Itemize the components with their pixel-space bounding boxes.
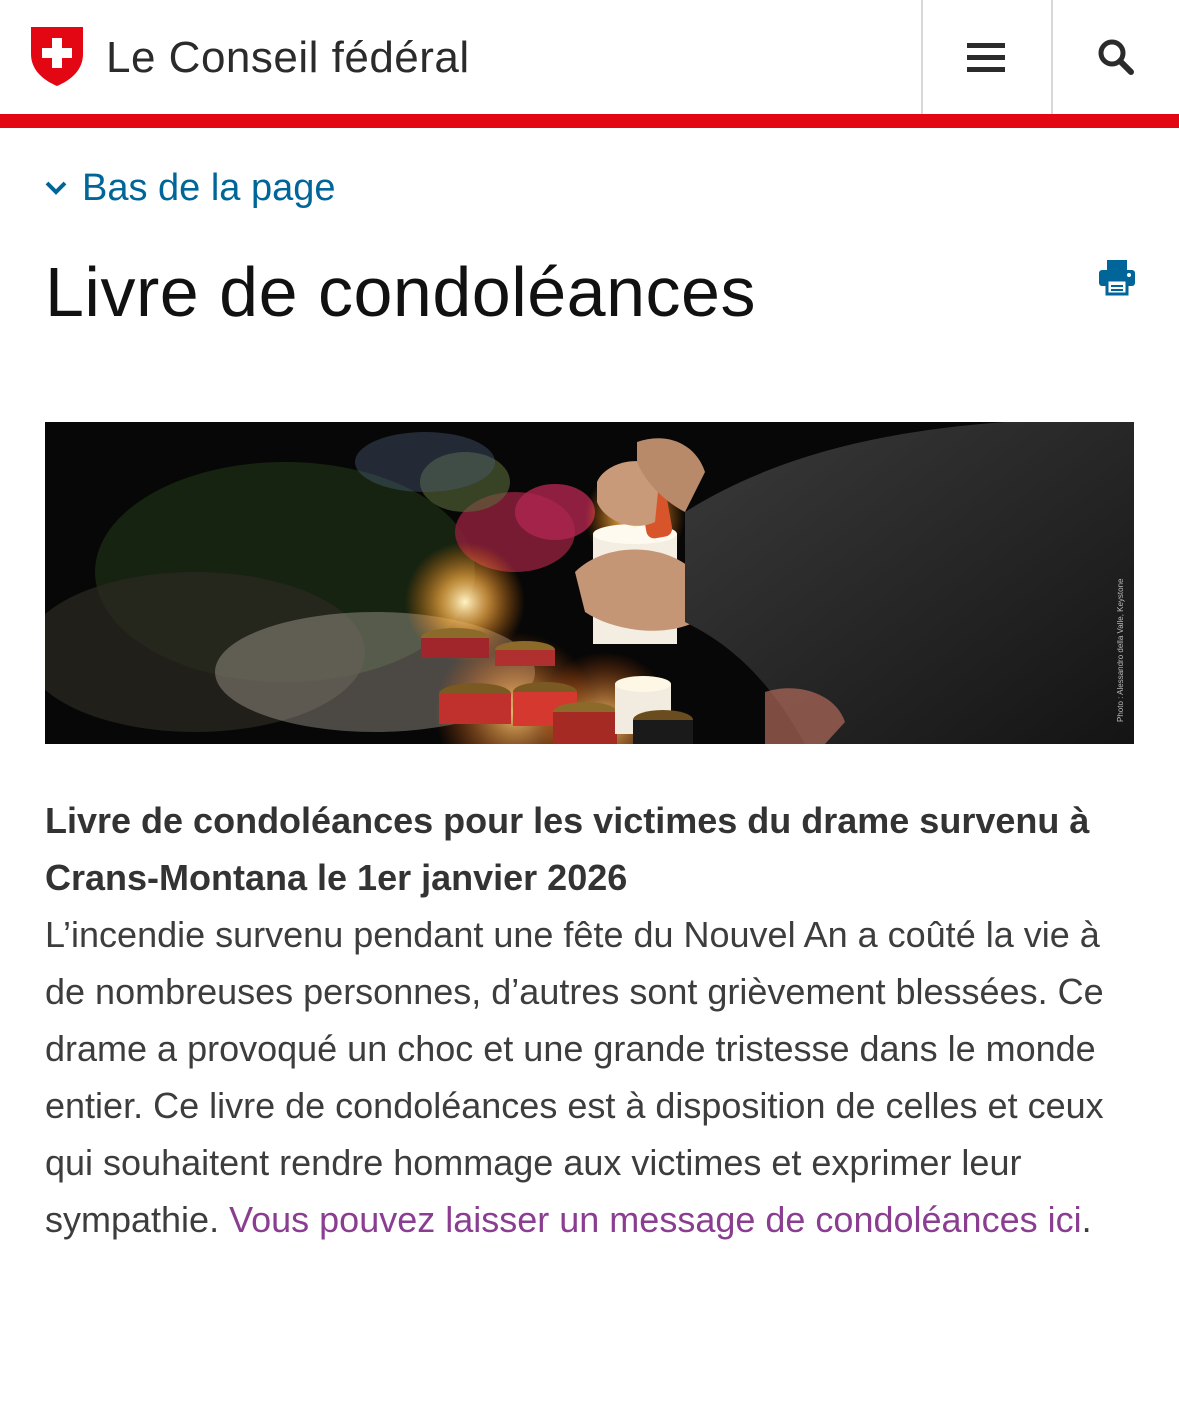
site-header <box>0 0 1179 114</box>
photo-credit: Photo : Alessandro della Valle, Keystone <box>1116 578 1125 722</box>
intro-trailing: . <box>1081 1199 1092 1240</box>
header-red-bar <box>0 114 1179 128</box>
menu-icon <box>967 41 1005 73</box>
chevron-down-icon <box>44 180 68 196</box>
search-icon <box>1097 38 1135 76</box>
menu-button[interactable] <box>921 0 1049 114</box>
skip-link-label: Bas de la page <box>82 166 336 209</box>
intro-lead: Livre de condoléances pour les victimes du drame survenu à Crans-Montana le 1er janvier 2026 <box>45 800 1090 898</box>
intro-body: L’incendie survenu pendant une fête du Nouvel An a coûté la vie à de nombreuses personnes, d’autres sont grièvement blessées. Ce drame a provoqué un choc et une grande tristesse dans le monde entier. Ce livre de condoléances est à disposition de celles et ceux qui souhaitent rendre hommage aux victimes et exprimer leur sympathie. <box>45 914 1104 1240</box>
print-icon <box>1098 258 1136 296</box>
skip-to-bottom-link[interactable] <box>44 160 336 216</box>
intro-text <box>45 792 1145 1248</box>
page-title: Livre de condoléances <box>45 253 756 331</box>
site-brand[interactable]: Le Conseil fédéral <box>106 33 470 82</box>
search-button[interactable] <box>1051 0 1179 114</box>
print-button[interactable] <box>1098 258 1136 296</box>
hero-image-candles <box>45 422 1134 744</box>
condolence-message-link[interactable]: Vous pouvez laisser un message de condoléances ici <box>229 1199 1082 1240</box>
swiss-cross-logo[interactable] <box>28 24 86 88</box>
